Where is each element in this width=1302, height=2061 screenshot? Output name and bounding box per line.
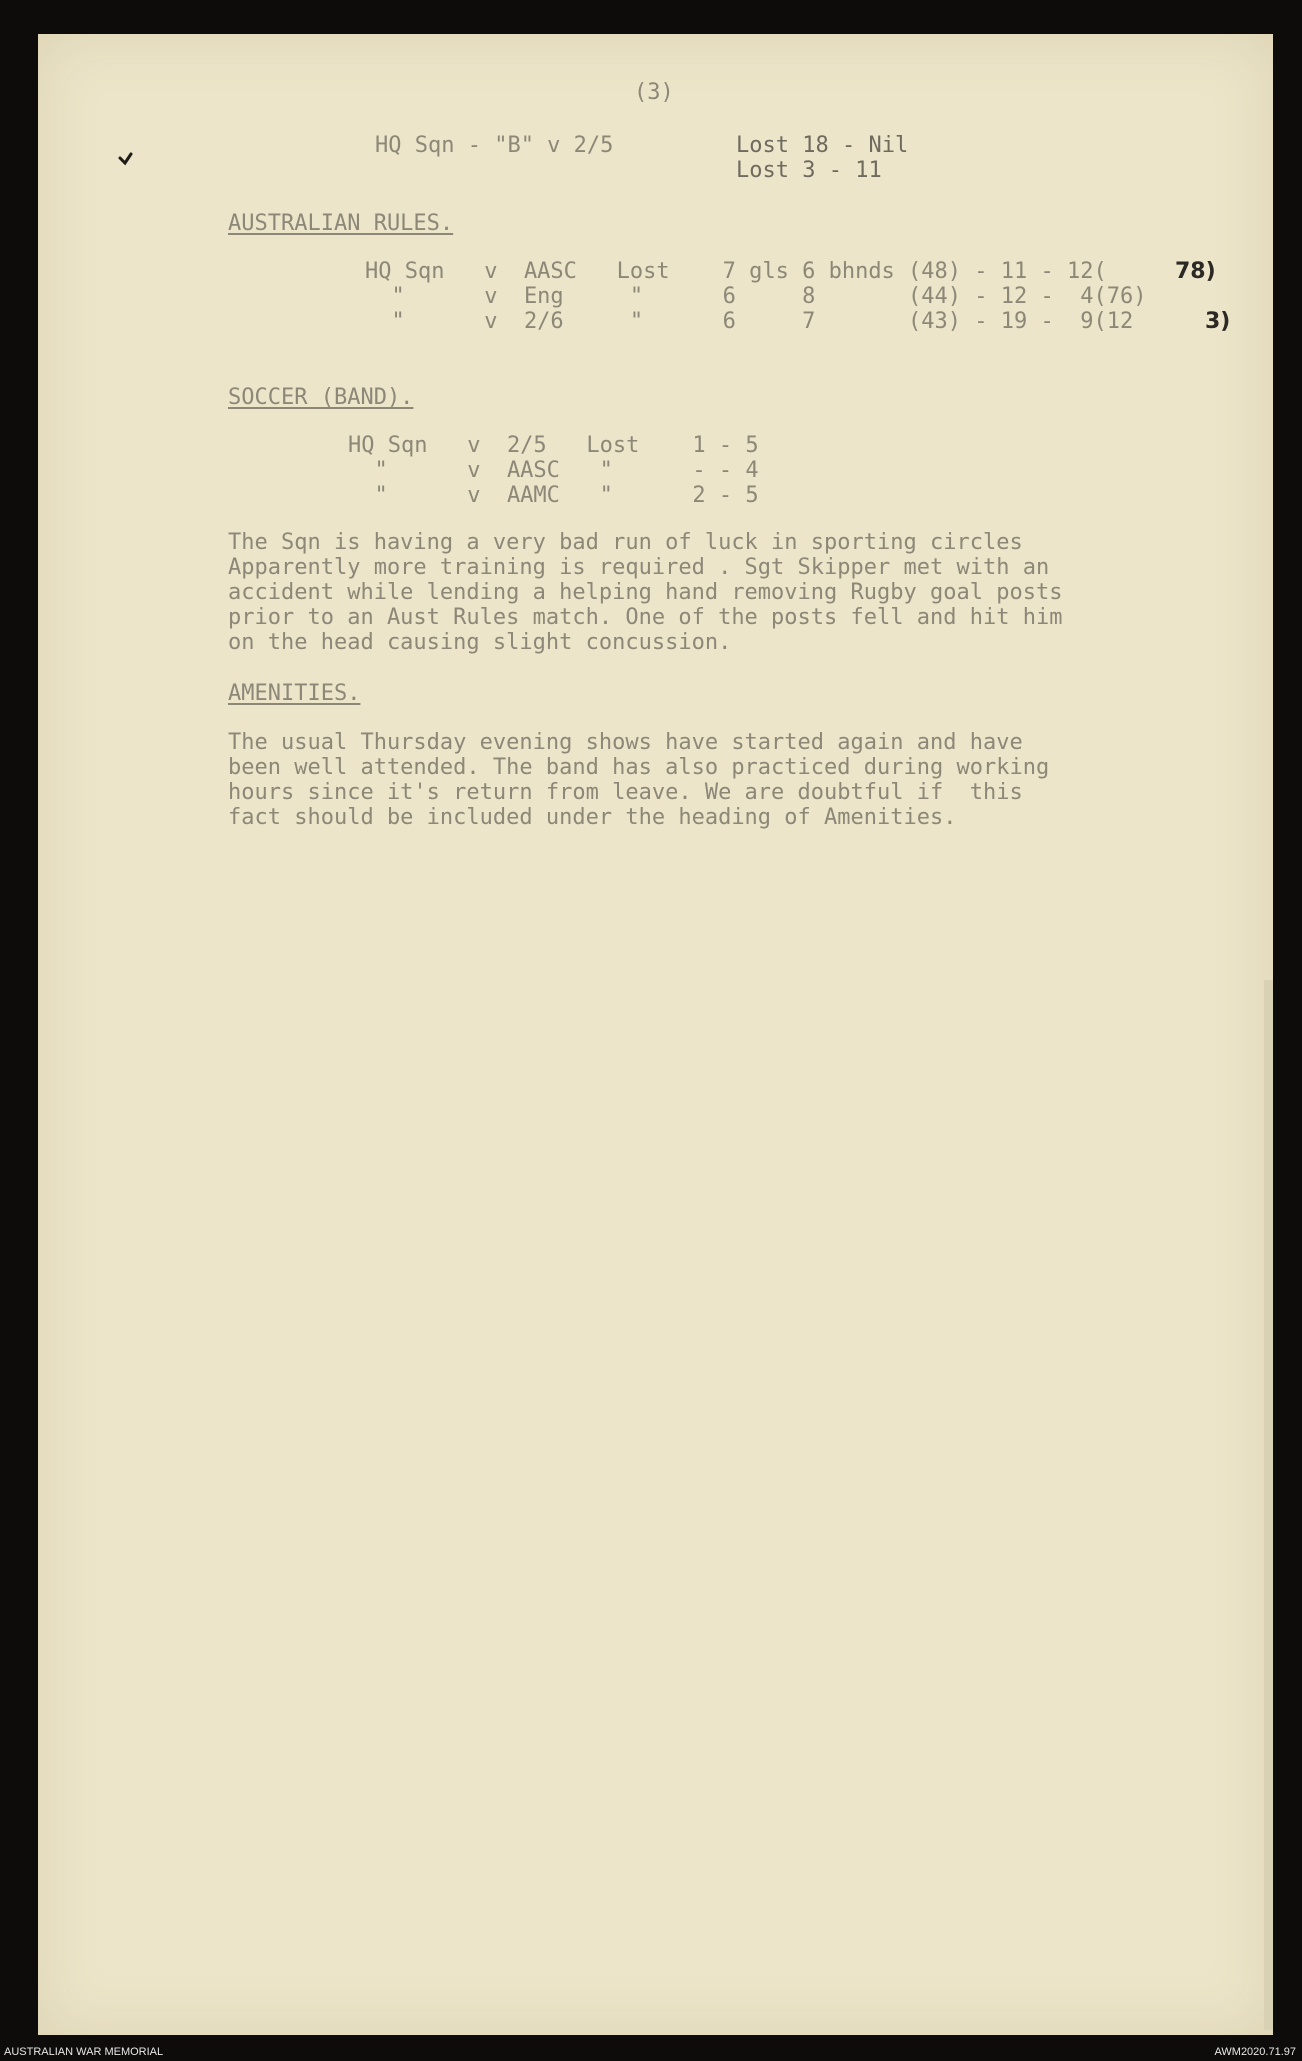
aust-rules-note-1: 78)	[1175, 259, 1216, 284]
intro-match-label: HQ Sqn - "B" v 2/5	[375, 133, 614, 158]
amenities-line-2: been well attended. The band has also practiced during working	[228, 755, 1050, 780]
amenities-line-1: The usual Thursday evening shows have started again and have	[228, 730, 1023, 755]
paragraph-line-1: The Sqn is having a very bad run of luck in sporting circles	[228, 530, 1023, 555]
footer-institution: AUSTRALIAN WAR MEMORIAL	[4, 2046, 164, 2058]
pencil-tick-mark	[118, 150, 140, 166]
aust-rules-row-3: " v 2/6 " 6 7 (43) - 19 - 9(12	[365, 309, 1134, 334]
page-edge-shadow	[1264, 980, 1273, 2030]
intro-result-1: Lost 18 - Nil	[736, 133, 909, 158]
aust-rules-row-1: HQ Sqn v AASC Lost 7 gls 6 bhnds (48) - 11 - 12(	[365, 259, 1107, 284]
page-number: (3)	[634, 80, 674, 105]
paragraph-line-4: prior to an Aust Rules match. One of the posts fell and hit him	[228, 605, 1063, 630]
intro-result-2: Lost 3 - 11	[736, 158, 882, 183]
amenities-line-4: fact should be included under the heading of Amenities.	[228, 805, 957, 830]
paragraph-line-5: on the head causing slight concussion.	[228, 630, 732, 655]
soccer-heading: SOCCER (BAND).	[228, 385, 414, 410]
paragraph-line-2: Apparently more training is required . Sgt Skipper met with an	[228, 555, 1050, 580]
aust-rules-row-2: " v Eng " 6 8 (44) - 12 - 4(76)	[365, 284, 1147, 309]
soccer-row-2: " v AASC " - - 4	[348, 458, 759, 483]
soccer-row-3: " v AAMC " 2 - 5	[348, 483, 759, 508]
amenities-heading: AMENITIES.	[228, 681, 361, 706]
paragraph-line-3: accident while lending a helping hand removing Rugby goal posts	[228, 580, 1063, 605]
aust-rules-note-2: 3)	[1205, 309, 1231, 334]
footer-reference: AWM2020.71.97	[1214, 2046, 1296, 2058]
amenities-line-3: hours since it's return from leave. We are doubtful if this	[228, 780, 1023, 805]
soccer-row-1: HQ Sqn v 2/5 Lost 1 - 5	[348, 433, 759, 458]
australian-rules-heading: AUSTRALIAN RULES.	[228, 211, 454, 236]
